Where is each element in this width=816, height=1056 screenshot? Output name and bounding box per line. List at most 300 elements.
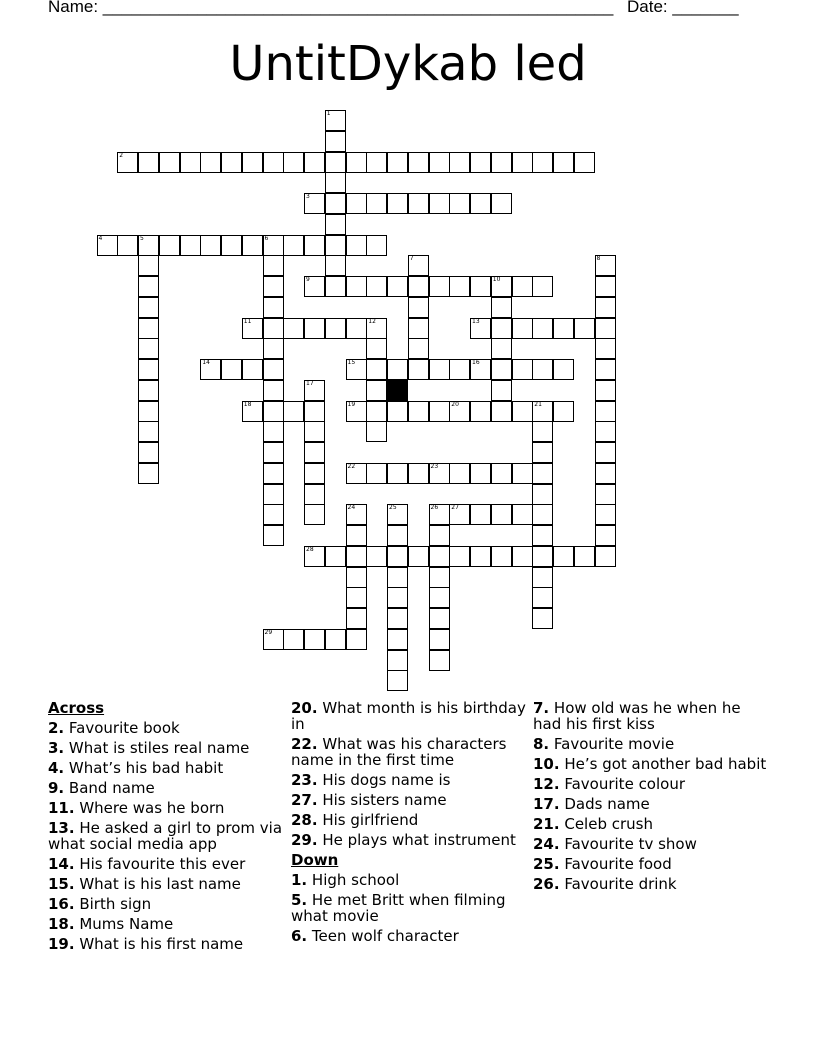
clue-item <box>291 928 531 944</box>
grid-cell[interactable] <box>595 504 616 525</box>
grid-cell[interactable] <box>387 567 408 588</box>
clue-column-1 <box>48 700 288 956</box>
clue-text: Favourite book <box>64 719 180 737</box>
grid-cell[interactable] <box>283 401 304 422</box>
grid-cell[interactable] <box>263 276 284 297</box>
cell-number: 18 <box>243 400 252 408</box>
cell-number: 29 <box>264 628 273 636</box>
grid-cell[interactable] <box>532 587 553 608</box>
grid-cell[interactable] <box>138 338 159 359</box>
grid-cell[interactable] <box>346 193 367 214</box>
cell-number: 23 <box>430 462 439 470</box>
cell-number: 14 <box>202 359 210 366</box>
clue-text: Birth sign <box>74 895 152 913</box>
grid-cell[interactable] <box>304 152 325 173</box>
grid-cell[interactable] <box>512 359 533 380</box>
grid-cell[interactable] <box>532 546 553 567</box>
grid-cell[interactable] <box>553 401 574 422</box>
grid-cell[interactable] <box>304 318 325 339</box>
clue-item <box>48 720 288 736</box>
grid-cell[interactable] <box>595 442 616 463</box>
grid-cell[interactable] <box>408 546 429 567</box>
cell-number: 26 <box>430 504 439 512</box>
cell-number: 6 <box>264 234 269 242</box>
grid-cell[interactable] <box>346 567 367 588</box>
grid-cell[interactable] <box>512 276 533 297</box>
grid-cell[interactable] <box>263 504 284 525</box>
clue-text: What is stiles real name <box>64 739 250 757</box>
cell-number: 22 <box>347 462 356 470</box>
grid-cell[interactable] <box>325 131 346 152</box>
grid-cell[interactable] <box>138 463 159 484</box>
cell-number: 5 <box>140 234 144 242</box>
grid-cell[interactable] <box>429 567 450 588</box>
grid-cell[interactable] <box>283 629 304 650</box>
grid-cell[interactable] <box>304 484 325 505</box>
cell-number: 27 <box>451 504 459 512</box>
grid-cell[interactable] <box>304 629 325 650</box>
grid-cell[interactable] <box>595 463 616 484</box>
grid-cell[interactable] <box>532 442 553 463</box>
clue-text: Favourite movie <box>549 735 675 753</box>
grid-cell[interactable] <box>180 152 201 173</box>
clue-item <box>291 772 531 788</box>
clue-item <box>291 832 531 848</box>
grid-cell[interactable] <box>595 546 616 567</box>
grid-cell[interactable] <box>366 193 387 214</box>
clue-number: 8. <box>533 735 550 753</box>
grid-cell[interactable] <box>491 338 512 359</box>
clue-number: 10. <box>533 755 560 773</box>
grid-cell[interactable] <box>138 255 159 276</box>
grid-cell[interactable] <box>491 318 512 339</box>
clue-text: Dads name <box>559 795 650 813</box>
clue-text: His sisters name <box>317 791 447 809</box>
grid-cell[interactable] <box>263 255 284 276</box>
grid-cell[interactable] <box>408 297 429 318</box>
grid-cell[interactable] <box>595 318 616 339</box>
grid-cell[interactable] <box>429 152 450 173</box>
grid-cell[interactable] <box>221 152 242 173</box>
grid-cell[interactable] <box>117 235 138 256</box>
grid-cell[interactable] <box>532 318 553 339</box>
across-heading: Across <box>48 699 105 717</box>
clue-text: Favourite colour <box>559 775 686 793</box>
grid-cell[interactable] <box>553 546 574 567</box>
grid-cell[interactable] <box>325 214 346 235</box>
grid-cell[interactable] <box>304 421 325 442</box>
grid-cell[interactable] <box>595 421 616 442</box>
grid-cell[interactable] <box>242 152 263 173</box>
cell-number: 17 <box>306 379 314 387</box>
grid-cell[interactable] <box>325 152 346 173</box>
clue-text: He plays what instrument <box>317 831 516 849</box>
grid-cell[interactable] <box>512 463 533 484</box>
grid-cell[interactable] <box>532 463 553 484</box>
clue-column-3 <box>533 700 773 896</box>
grid-cell[interactable] <box>491 193 512 214</box>
grid-cell[interactable] <box>263 318 284 339</box>
clue-item <box>291 892 531 924</box>
grid-cell[interactable] <box>138 380 159 401</box>
grid-cell[interactable] <box>470 504 491 525</box>
cell-number: 9 <box>306 276 310 283</box>
grid-cell[interactable] <box>408 401 429 422</box>
grid-cell[interactable] <box>138 297 159 318</box>
grid-cell[interactable] <box>429 650 450 671</box>
clue-text: Celeb crush <box>559 815 653 833</box>
clue-number: 24. <box>533 835 560 853</box>
clue-item <box>533 856 773 872</box>
grid-cell[interactable] <box>346 546 367 567</box>
clue-text: Favourite drink <box>559 875 677 893</box>
grid-cell[interactable] <box>304 401 325 422</box>
grid-cell[interactable] <box>491 401 512 422</box>
clue-number: 11. <box>48 799 75 817</box>
clue-number: 26. <box>533 875 560 893</box>
clue-number: 29. <box>291 831 318 849</box>
grid-cell[interactable] <box>491 546 512 567</box>
clue-number: 6. <box>291 927 308 945</box>
grid-cell[interactable] <box>553 359 574 380</box>
cell-number: 16 <box>472 359 480 366</box>
grid-cell[interactable] <box>491 504 512 525</box>
grid-cell[interactable] <box>387 193 408 214</box>
grid-cell[interactable] <box>491 463 512 484</box>
grid-cell[interactable] <box>429 525 450 546</box>
cell-number: 8 <box>596 255 601 263</box>
clue-number: 28. <box>291 811 318 829</box>
cell-number: 10 <box>492 276 501 283</box>
clue-number: 18. <box>48 915 75 933</box>
clue-item <box>533 736 773 752</box>
grid-cell[interactable] <box>346 587 367 608</box>
grid-cell[interactable] <box>325 255 346 276</box>
clue-text: Favourite tv show <box>559 835 697 853</box>
grid-cell[interactable] <box>366 276 387 297</box>
grid-cell[interactable] <box>532 504 553 525</box>
clue-number: 23. <box>291 771 318 789</box>
grid-cell[interactable] <box>429 608 450 629</box>
grid-cell[interactable] <box>325 546 346 567</box>
clue-item <box>533 816 773 832</box>
grid-cell[interactable] <box>429 546 450 567</box>
grid-cell[interactable] <box>449 359 470 380</box>
clue-text: His girlfriend <box>317 811 419 829</box>
grid-cell[interactable] <box>346 235 367 256</box>
grid-cell[interactable] <box>574 546 595 567</box>
clue-item <box>533 836 773 852</box>
clue-text: Mums Name <box>74 915 174 933</box>
grid-cell[interactable] <box>470 546 491 567</box>
grid-cell[interactable] <box>263 380 284 401</box>
grid-cell[interactable] <box>366 235 387 256</box>
clue-number: 7. <box>533 699 550 717</box>
grid-cell[interactable] <box>138 318 159 339</box>
black-cell <box>387 380 408 401</box>
clue-number: 25. <box>533 855 560 873</box>
grid-cell[interactable] <box>449 276 470 297</box>
grid-cell[interactable] <box>366 359 387 380</box>
grid-cell[interactable] <box>429 359 450 380</box>
grid-cell[interactable] <box>346 276 367 297</box>
cell-number: 19 <box>347 400 356 408</box>
grid-cell[interactable] <box>325 276 346 297</box>
grid-cell[interactable] <box>408 338 429 359</box>
grid-cell[interactable] <box>387 525 408 546</box>
grid-cell[interactable] <box>387 401 408 422</box>
grid-cell[interactable] <box>325 629 346 650</box>
grid-cell[interactable] <box>283 318 304 339</box>
clue-item <box>291 736 531 768</box>
grid-cell[interactable] <box>387 587 408 608</box>
clue-item <box>533 776 773 792</box>
clue-number: 14. <box>48 855 75 873</box>
grid-cell[interactable] <box>387 463 408 484</box>
clue-item <box>48 916 288 932</box>
grid-cell[interactable] <box>429 193 450 214</box>
clue-number: 20. <box>291 699 318 717</box>
grid-cell[interactable] <box>595 380 616 401</box>
clue-item <box>533 756 773 772</box>
cell-number: 25 <box>389 504 397 512</box>
grid-cell[interactable] <box>366 380 387 401</box>
grid-cell[interactable] <box>429 401 450 422</box>
cell-number: 2 <box>119 151 124 159</box>
grid-cell[interactable] <box>346 152 367 173</box>
down-heading: Down <box>291 851 339 869</box>
cell-number: 28 <box>306 545 314 553</box>
grid-cell[interactable] <box>366 338 387 359</box>
clue-number: 5. <box>291 891 308 909</box>
grid-cell[interactable] <box>387 359 408 380</box>
cell-number: 4 <box>98 234 103 242</box>
clue-item <box>48 876 288 892</box>
grid-cell[interactable] <box>325 235 346 256</box>
grid-cell[interactable] <box>512 152 533 173</box>
clue-number: 1. <box>291 871 308 889</box>
grid-cell[interactable] <box>387 650 408 671</box>
grid-cell[interactable] <box>366 152 387 173</box>
grid-cell[interactable] <box>138 421 159 442</box>
grid-cell[interactable] <box>263 463 284 484</box>
grid-cell[interactable] <box>595 401 616 422</box>
grid-cell[interactable] <box>595 359 616 380</box>
grid-cell[interactable] <box>138 401 159 422</box>
grid-cell[interactable] <box>512 318 533 339</box>
clue-text: What month is his birthday in <box>291 699 526 733</box>
cell-number: 1 <box>326 110 331 117</box>
clue-text: He’s got another bad habit <box>559 755 767 773</box>
grid-cell[interactable] <box>242 235 263 256</box>
grid-cell[interactable] <box>491 297 512 318</box>
grid-cell[interactable] <box>512 504 533 525</box>
grid-cell[interactable] <box>491 359 512 380</box>
clue-number: 17. <box>533 795 560 813</box>
grid-cell[interactable] <box>366 546 387 567</box>
cell-number: 3 <box>306 193 310 200</box>
grid-cell[interactable] <box>242 359 263 380</box>
grid-cell[interactable] <box>346 629 367 650</box>
clue-text: Favourite food <box>559 855 672 873</box>
grid-cell[interactable] <box>221 359 242 380</box>
grid-cell[interactable] <box>346 608 367 629</box>
grid-cell[interactable] <box>595 484 616 505</box>
grid-cell[interactable] <box>325 193 346 214</box>
grid-cell[interactable] <box>595 297 616 318</box>
clue-item <box>533 876 773 892</box>
grid-cell[interactable] <box>595 525 616 546</box>
grid-cell[interactable] <box>138 152 159 173</box>
grid-cell[interactable] <box>304 442 325 463</box>
grid-cell[interactable] <box>346 318 367 339</box>
grid-cell[interactable] <box>283 152 304 173</box>
clue-number: 15. <box>48 875 75 893</box>
grid-cell[interactable] <box>449 193 470 214</box>
grid-cell[interactable] <box>408 463 429 484</box>
clue-item <box>291 872 531 888</box>
clue-text: His dogs name is <box>317 771 451 789</box>
cell-number: 7 <box>409 255 414 263</box>
date-field-label: Date: _______ <box>627 0 739 16</box>
grid-cell[interactable] <box>574 318 595 339</box>
cell-number: 20 <box>451 400 459 408</box>
grid-cell[interactable] <box>387 152 408 173</box>
grid-cell[interactable] <box>449 463 470 484</box>
clue-text: Band name <box>64 779 155 797</box>
grid-cell[interactable] <box>532 567 553 588</box>
grid-cell[interactable] <box>159 235 180 256</box>
grid-cell[interactable] <box>263 152 284 173</box>
grid-cell[interactable] <box>159 152 180 173</box>
grid-cell[interactable] <box>138 276 159 297</box>
clue-text: How old was he when he had his first kiss <box>533 699 741 733</box>
grid-cell[interactable] <box>532 608 553 629</box>
grid-cell[interactable] <box>470 276 491 297</box>
grid-cell[interactable] <box>387 608 408 629</box>
grid-cell[interactable] <box>449 152 470 173</box>
grid-cell[interactable] <box>283 235 304 256</box>
grid-cell[interactable] <box>532 152 553 173</box>
grid-cell[interactable] <box>263 442 284 463</box>
cell-number: 21 <box>534 400 542 408</box>
clue-item <box>291 792 531 808</box>
grid-cell[interactable] <box>408 318 429 339</box>
clue-item <box>48 800 288 816</box>
grid-cell[interactable] <box>325 318 346 339</box>
grid-cell[interactable] <box>138 359 159 380</box>
grid-cell[interactable] <box>491 152 512 173</box>
grid-cell[interactable] <box>180 235 201 256</box>
clue-item <box>291 812 531 828</box>
clue-item <box>48 760 288 776</box>
grid-cell[interactable] <box>491 380 512 401</box>
grid-cell[interactable] <box>366 421 387 442</box>
name-field-label: Name: ______________________________________________________ <box>48 0 614 16</box>
cell-number: 12 <box>368 317 376 325</box>
grid-cell[interactable] <box>408 152 429 173</box>
clue-number: 4. <box>48 759 65 777</box>
grid-cell[interactable] <box>470 463 491 484</box>
grid-cell[interactable] <box>408 359 429 380</box>
grid-cell[interactable] <box>470 193 491 214</box>
grid-cell[interactable] <box>387 546 408 567</box>
grid-cell[interactable] <box>263 484 284 505</box>
grid-cell[interactable] <box>304 463 325 484</box>
grid-cell[interactable] <box>366 401 387 422</box>
grid-cell[interactable] <box>263 421 284 442</box>
grid-cell[interactable] <box>449 546 470 567</box>
clue-number: 16. <box>48 895 75 913</box>
grid-cell[interactable] <box>408 193 429 214</box>
grid-cell[interactable] <box>263 525 284 546</box>
grid-cell[interactable] <box>325 172 346 193</box>
grid-cell[interactable] <box>200 235 221 256</box>
grid-cell[interactable] <box>263 401 284 422</box>
clue-text: His favourite this ever <box>74 855 246 873</box>
grid-cell[interactable] <box>263 338 284 359</box>
clue-text: High school <box>307 871 400 889</box>
clue-number: 9. <box>48 779 65 797</box>
grid-cell[interactable] <box>366 463 387 484</box>
clue-column-2 <box>291 700 531 948</box>
clue-text: Teen wolf character <box>307 927 459 945</box>
grid-cell[interactable] <box>574 152 595 173</box>
clue-item <box>48 780 288 796</box>
grid-cell[interactable] <box>470 401 491 422</box>
grid-cell[interactable] <box>429 587 450 608</box>
grid-cell[interactable] <box>595 338 616 359</box>
grid-cell[interactable] <box>470 152 491 173</box>
grid-cell[interactable] <box>553 152 574 173</box>
clue-number: 12. <box>533 775 560 793</box>
grid-cell[interactable] <box>346 525 367 546</box>
grid-cell[interactable] <box>429 276 450 297</box>
clue-text: What was his characters name in the first time <box>291 735 507 769</box>
grid-cell[interactable] <box>532 484 553 505</box>
grid-cell[interactable] <box>387 670 408 691</box>
grid-cell[interactable] <box>304 504 325 525</box>
clue-item <box>533 700 773 732</box>
grid-cell[interactable] <box>221 235 242 256</box>
grid-cell[interactable] <box>387 276 408 297</box>
clue-text: He met Britt when filming what movie <box>291 891 506 925</box>
grid-cell[interactable] <box>532 276 553 297</box>
grid-cell[interactable] <box>595 276 616 297</box>
grid-cell[interactable] <box>200 152 221 173</box>
grid-cell[interactable] <box>304 235 325 256</box>
grid-cell[interactable] <box>512 546 533 567</box>
grid-cell[interactable] <box>387 629 408 650</box>
cell-number: 15 <box>347 359 356 366</box>
grid-cell[interactable] <box>553 318 574 339</box>
cell-number: 24 <box>347 504 356 512</box>
grid-cell[interactable] <box>532 525 553 546</box>
grid-cell[interactable] <box>532 359 553 380</box>
cell-number: 11 <box>243 317 252 325</box>
grid-cell[interactable] <box>263 297 284 318</box>
clue-text: What’s his bad habit <box>64 759 224 777</box>
grid-cell[interactable] <box>532 421 553 442</box>
grid-cell[interactable] <box>408 276 429 297</box>
clue-text: He asked a girl to prom via what social media app <box>48 819 283 853</box>
clue-item <box>533 796 773 812</box>
grid-cell[interactable] <box>263 359 284 380</box>
grid-cell[interactable] <box>512 401 533 422</box>
grid-cell[interactable] <box>138 442 159 463</box>
grid-cell[interactable] <box>429 629 450 650</box>
clue-text: Where was he born <box>74 799 225 817</box>
